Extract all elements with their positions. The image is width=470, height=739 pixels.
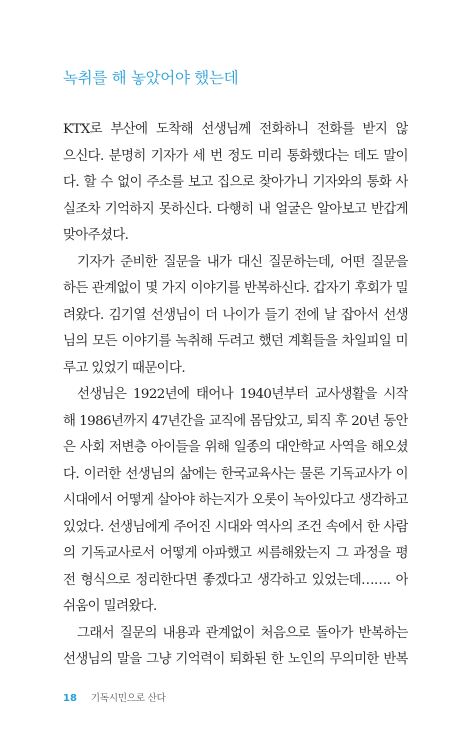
text-line: 시대에서 어떻게 살아야 하는지가 오롯이 녹아있다고 생각하고	[63, 493, 408, 508]
text-line: 선생님은 1922년에 태어나 1940년부터 교사생활을 시작	[77, 387, 408, 402]
text-line: 맞아주셨다.	[63, 228, 129, 243]
text-line: 은 사회 저변층 아이들을 위해 일종의 대안학교 사역을 해오셨	[63, 440, 408, 455]
text-line: 려왔다. 김기열 선생님이 더 나이가 들기 전에 날 잡아서 선생	[63, 307, 408, 323]
paragraph-4	[63, 621, 408, 674]
paragraph-2	[63, 250, 408, 383]
text-line: 루고 있었기 때문이다.	[63, 360, 185, 376]
text-line: 님의 모든 이야기를 녹취해 두려고 했던 계획들을 차일피일 미	[63, 334, 408, 349]
text-line: 의 기독교사로서 어떻게 아파했고 씨름해왔는지 그 과정을 평	[63, 546, 408, 561]
text-line: 다. 이러한 선생님의 삶에는 한국교육사는 물론 기독교사가 이	[63, 466, 408, 482]
page-footer	[63, 690, 166, 704]
text-line: 으신다. 분명히 기자가 세 번 정도 미리 통화했다는 데도 말이	[63, 148, 408, 164]
text-line: 다. 할 수 없이 주소를 보고 집으로 찾아가니 기자와의 통화 사	[63, 175, 408, 190]
section-heading: 녹취를 해 놓았어야 했는데	[63, 69, 239, 87]
paragraph-3	[63, 382, 408, 621]
text-line: 하든 관계없이 몇 가지 이야기를 반복하신다. 갑자기 후회가 밀	[63, 281, 408, 296]
page-number: 18	[63, 693, 77, 704]
running-title: 기독시민으로 산다	[90, 693, 166, 704]
text-line: 선생님의 말을 그냥 기억력이 퇴화된 한 노인의 무의미한 반복	[63, 652, 408, 667]
text-line: 있었다. 선생님에게 주어진 시대와 역사의 조건 속에서 한 사람	[63, 519, 408, 535]
text-line: 전 형식으로 정리한다면 좋겠다고 생각하고 있었는데……. 아	[63, 572, 408, 588]
paragraph-1	[63, 117, 408, 250]
text-line: KTX로 부산에 도착해 선생님께 전화하니 전화를 받지 않	[63, 122, 408, 137]
text-line: 그래서 질문의 내용과 관계없이 처음으로 돌아가 반복하는	[77, 625, 408, 641]
text-line: 쉬움이 밀려왔다.	[63, 599, 157, 614]
text-line: 실조차 기억하지 못하신다. 다행히 내 얼굴은 알아보고 반갑게	[63, 201, 408, 217]
text-line: 기자가 준비한 질문을 내가 대신 질문하는데, 어떤 질문을	[77, 254, 408, 270]
text-line: 해 1986년까지 47년간을 교직에 몸담았고, 퇴직 후 20년 동안	[63, 413, 408, 429]
body-text	[63, 117, 408, 674]
